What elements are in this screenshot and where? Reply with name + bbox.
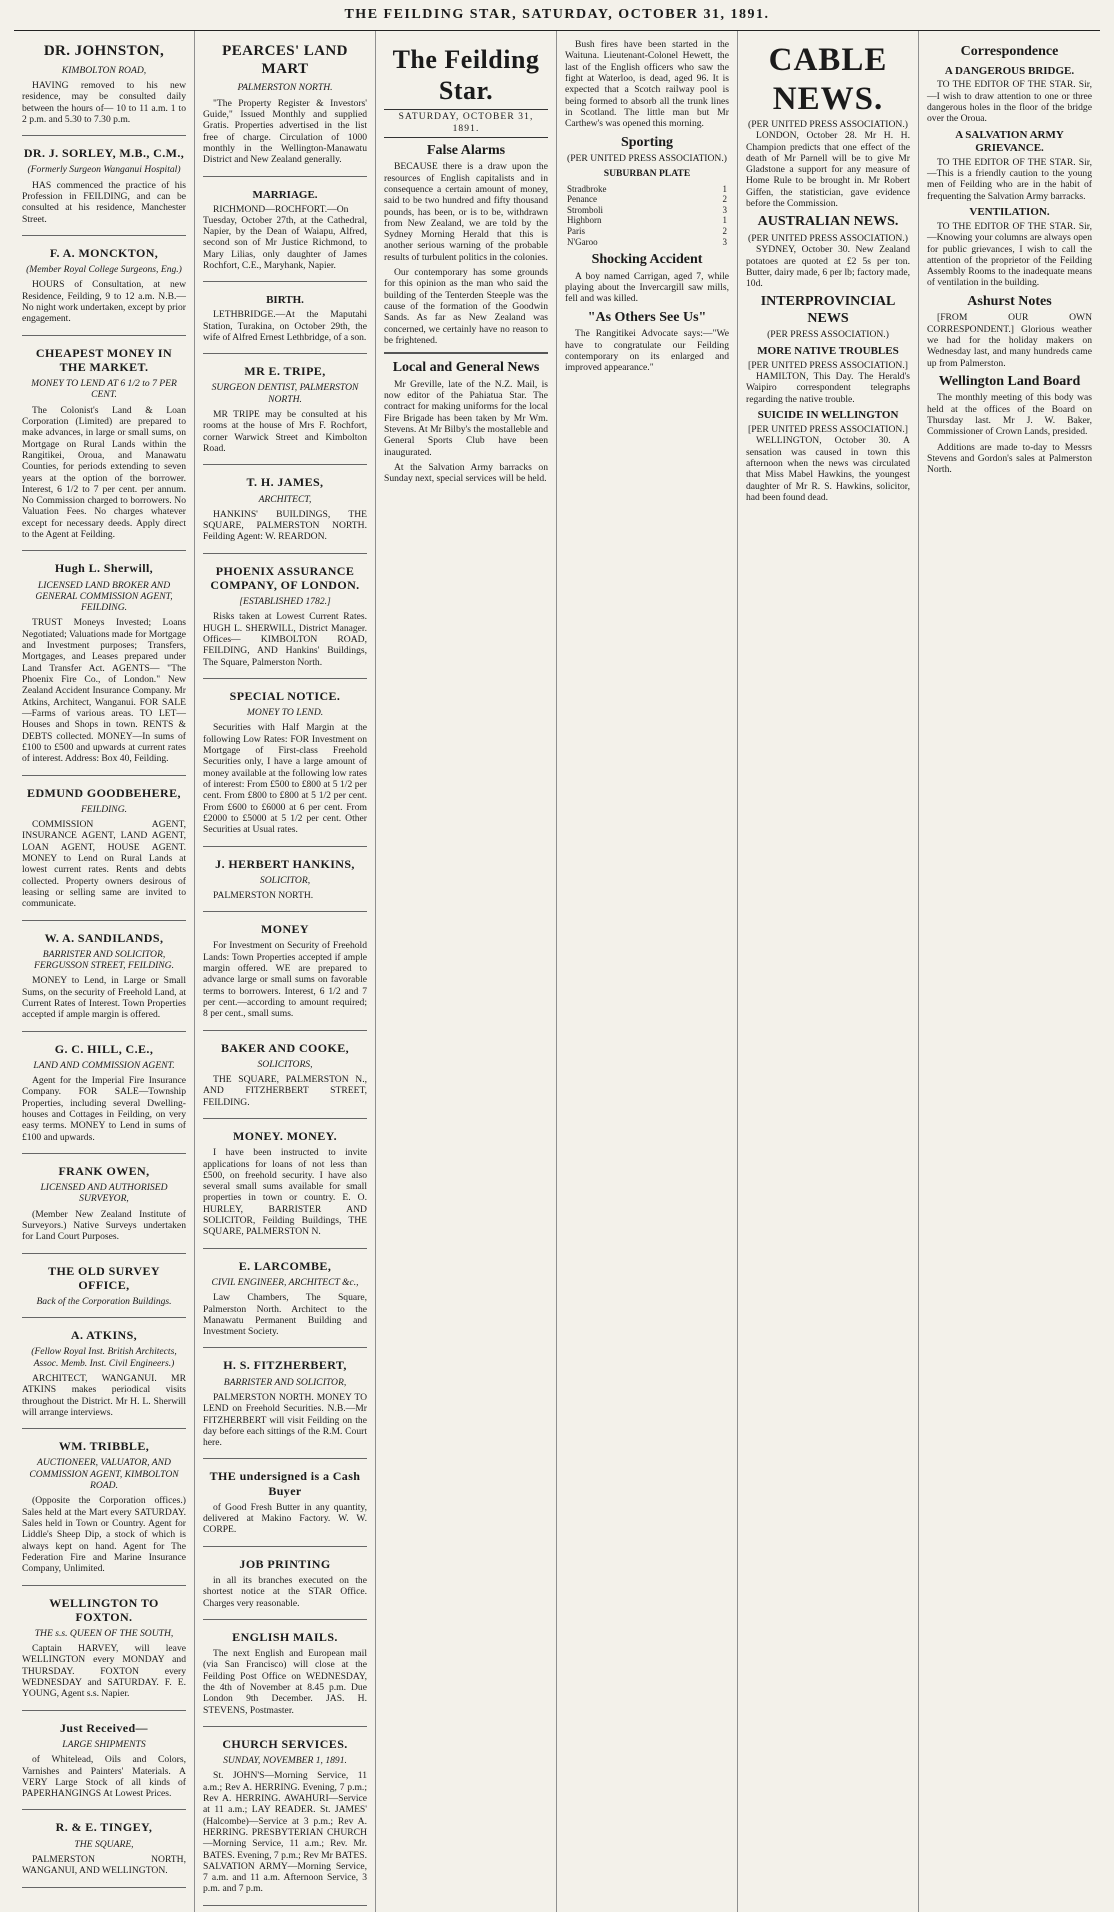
col2-card-title: H. S. FITZHERBERT, bbox=[223, 1358, 347, 1373]
col1-card-subtitle: (Fellow Royal Inst. British Architects, Assoc. Memb. Inst. Civil Engineers.) bbox=[31, 1346, 177, 1369]
small-notes-text: At the Salvation Army barracks on Sunday next, special services will be held. bbox=[384, 461, 548, 485]
col1-card-subtitle: LICENSED AND AUTHORISED SURVEYOR, bbox=[40, 1182, 168, 1205]
col1-card-text: COMMISSION AGENT, INSURANCE AGENT, LAND AGENT, LOAN AGENT, HOUSE AGENT. MONEY to Lend on Rural Lands at lowest current rates. Rents and debts collected. Property owners desirous of leasing or selling same are invited to communicate. bbox=[22, 819, 186, 910]
col2-card-title: MONEY bbox=[261, 922, 309, 937]
col2-card-0 bbox=[203, 39, 367, 177]
ashurst-text: [FROM OUR OWN CORRESPONDENT.] Glorious weather we had for the holiday makers on Wednesday last, and many hundreds came up from Palmerston. bbox=[927, 312, 1092, 369]
col1-card-13 bbox=[22, 1717, 186, 1811]
col2-card-1 bbox=[203, 360, 367, 465]
column-1 bbox=[14, 31, 195, 1912]
col1-card-14 bbox=[22, 1816, 186, 1887]
col2-card-title: J. HERBERT HANKINS, bbox=[215, 856, 355, 871]
australian-news-subheading: (PER UNITED PRESS ASSOCIATION.) bbox=[748, 232, 908, 244]
others-heading: "As Others See Us" bbox=[587, 309, 707, 325]
accident-heading: Shocking Accident bbox=[591, 252, 703, 268]
col1-card-title: R. & E. TINGEY, bbox=[55, 1820, 153, 1835]
sporting-heading: Sporting bbox=[620, 134, 674, 150]
results-horse: Paris bbox=[567, 226, 585, 237]
col2-card-title: JOB PRINTING bbox=[239, 1556, 331, 1571]
native-troubles-text: HAMILTON, This Day. The Herald's Waipiro correspondent telegraphs regarding the native trouble. bbox=[746, 371, 910, 405]
col1-card-subtitle: KIMBOLTON ROAD, bbox=[61, 64, 147, 76]
col1-card-subtitle: LARGE SHIPMENTS bbox=[62, 1738, 146, 1750]
col1-card-8 bbox=[22, 1160, 186, 1254]
col2-card-text: PALMERSTON NORTH. bbox=[213, 890, 314, 901]
ventilation-text: TO THE EDITOR OF THE STAR. Sir,—Knowing your columns are always open for public grievances, I wish to call the attention of the proprietor of the Feilding Assembly Rooms to the inadequate means of ventilation in the building. bbox=[927, 220, 1092, 289]
col2-card-text: For Investment on Security of Freehold Lands: Town Properties accepted if ample margin offered. WE are prepared to advance large or small sums on favorable terms to borrowers. Interest, 6 1/2 and 7 per cent.—according to amount required; 8 per cent., small sums. bbox=[203, 940, 367, 1020]
col2-card-3 bbox=[203, 560, 367, 679]
col1-card-text: HAS commenced the practice of his Profession in FEILDING, and can be consulted at his residence, Manchester Street. bbox=[22, 179, 186, 225]
col2-card-5 bbox=[203, 853, 367, 913]
col2-card-title: MONEY. MONEY. bbox=[233, 1129, 337, 1144]
land-board-heading: Wellington Land Board bbox=[938, 373, 1081, 389]
editorial-paragraph-2: Our contemporary has some grounds for this opinion as the man who said the building of the Tenterden Steeple was the cause of the formation of the Goodwin Sands. As far as New Zealand was concerned, we certainly have no reason to be frightened. bbox=[384, 267, 548, 346]
col2-card-subtitle: ARCHITECT, bbox=[258, 493, 312, 505]
col2-card-subtitle: SOLICITOR, bbox=[259, 874, 311, 886]
col1-card-5 bbox=[22, 782, 186, 921]
col2-card-title: PEARCES' LAND MART bbox=[222, 43, 348, 77]
paper-date: SATURDAY, OCTOBER 31, 1891. bbox=[384, 109, 548, 137]
column-2 bbox=[195, 31, 376, 1912]
others-text: The Rangitikei Advocate says:—"We have to congratulate our Feilding contemporary on its enlarged and improved appearance." bbox=[565, 328, 729, 374]
col1-card-title: WM. TRIBBLE, bbox=[58, 1439, 150, 1454]
col2-card-subtitle: BARRISTER AND SOLICITOR, bbox=[223, 1376, 347, 1388]
column-4 bbox=[557, 31, 738, 1912]
col2-card-title: ENGLISH MAILS. bbox=[232, 1629, 338, 1644]
col1-card-subtitle: THE SQUARE, bbox=[74, 1838, 134, 1850]
col2-card-title: E. LARCOMBE, bbox=[238, 1258, 332, 1273]
col2-card-title: SPECIAL NOTICE. bbox=[229, 688, 341, 703]
sporting-intro: (PER UNITED PRESS ASSOCIATION.) bbox=[567, 153, 727, 165]
results-place: 3 bbox=[722, 236, 727, 247]
bridge-text: TO THE EDITOR OF THE STAR. Sir,—I wish to draw attention to one or three dangerous holes in the floor of the bridge over the Oroua. bbox=[927, 79, 1092, 125]
col2-card-13 bbox=[203, 1626, 367, 1727]
col2-card-subtitle: CIVIL ENGINEER, ARCHITECT &c., bbox=[211, 1276, 359, 1288]
results-horse: Stradbroke bbox=[567, 183, 607, 194]
col2-card-text: MR TRIPE may be consulted at his rooms at the house of Mrs F. Rochfort, corner Warwick Street and Kimbolton Road. bbox=[203, 409, 367, 455]
col1-card-subtitle: LAND AND COMMISSION AGENT. bbox=[33, 1059, 175, 1071]
sporting-results-title: SUBURBAN PLATE bbox=[603, 168, 691, 180]
col1-card-10 bbox=[22, 1324, 186, 1429]
ventilation-heading: VENTILATION. bbox=[969, 205, 1050, 218]
col1-card-text: (Member New Zealand Institute of Surveyors.) Native Surveys undertaken for Land Court Purposes. bbox=[22, 1208, 186, 1243]
correspondence-heading: Correspondence bbox=[960, 44, 1059, 59]
col1-card-title: F. A. MONCKTON, bbox=[49, 245, 159, 260]
col1-card-title: G. C. HILL, C.E., bbox=[54, 1041, 154, 1056]
interprovincial-heading: INTERPROVINCIAL NEWS bbox=[760, 294, 896, 326]
col1-card-title: Hugh L. Sherwill, bbox=[54, 561, 154, 576]
col2-card-title: PHOENIX ASSURANCE COMPANY, OF LONDON. bbox=[210, 563, 360, 592]
masthead: THE FEILDING STAR, SATURDAY, OCTOBER 31, 1891. bbox=[14, 0, 1100, 31]
results-horse: Stromboli bbox=[567, 204, 604, 215]
salvation-text: TO THE EDITOR OF THE STAR. Sir,—This is a friendly caution to the young men of Feilding who are in the habit of frequenting the Salvation Army barracks. bbox=[927, 156, 1092, 202]
col1-card-text: HOURS of Consultation, at new Residence, Feilding, 9 to 12 a.m. N.B.—No night work undertaken, except by prior engagement. bbox=[22, 279, 186, 325]
col1-card-subtitle: BARRISTER AND SOLICITOR, FERGUSSON STREET, FEILDING. bbox=[34, 948, 174, 971]
col1-card-1 bbox=[22, 142, 186, 236]
australian-news-text: SYDNEY, October 30. New Zealand potatoes are quoted at £2 5s per ton. Butter, dairy made, 6 per lb; factory made, 10d. bbox=[746, 244, 910, 290]
col1-card-title: EDMUND GOODBEHERE, bbox=[27, 785, 181, 800]
col2-card-text: Law Chambers, The Square, Palmerston North. Architect to the Manawatu Permanent Building and Investment Society. bbox=[203, 1292, 367, 1338]
suicide-text: WELLINGTON, October 30. A sensation was caused in town this afternoon when the news was circulated that Miss Mabel Hawkins, the youngest daughter of Mr R. S. Hawkins, solicitor, had been found dead. bbox=[746, 435, 910, 503]
editorial-paragraph-1: BECAUSE there is a draw upon the resources of English capitalists and in consequence a certain amount of money, said to be two hundred and fifty thousand pounds, has been, or is to be, withdrawn from New Zealand, we are told by the Sydney Morning Herald that this is another serious warning of the probable results of turbulent politics in the colonies. bbox=[384, 161, 548, 263]
results-horse: Highborn bbox=[567, 215, 602, 226]
col1-card-3 bbox=[22, 342, 186, 552]
col1-card-subtitle: AUCTIONEER, VALUATOR, AND COMMISSION AGENT, KIMBOLTON ROAD. bbox=[29, 1457, 179, 1492]
cable-news-subheading: (PER UNITED PRESS ASSOCIATION.) bbox=[748, 118, 908, 130]
editorial-heading: False Alarms bbox=[426, 142, 506, 158]
results-horse: Penance bbox=[567, 194, 597, 205]
col1-card-4 bbox=[22, 557, 186, 775]
cable-news-heading: CABLE NEWS. bbox=[768, 42, 888, 117]
col1-card-text: of Whitelead, Oils and Colors, Varnishes and Painters' Materials. A VERY Large Stock of all kinds of PAPERHANGINGS At Lowest Prices. bbox=[22, 1754, 186, 1800]
col1-card-7 bbox=[22, 1038, 186, 1154]
birth-text: LETHBRIDGE.—At the Maputahi Station, Turakina, on October 29th, the wife of Alfred Ernest Lethbridge, of a son. bbox=[203, 309, 367, 343]
col2-card-2 bbox=[203, 471, 367, 553]
col2-card-6 bbox=[203, 918, 367, 1030]
native-troubles-subheading: [PER UNITED PRESS ASSOCIATION.] bbox=[748, 359, 908, 371]
col1-card-title: W. A. SANDILANDS, bbox=[44, 930, 164, 945]
col2-card-subtitle: [ESTABLISHED 1782.] bbox=[239, 596, 331, 608]
column-4-body: Bush fires have been started in the Waituna. Lieutenant-Colonel Hewett, the last of the English officers who saw the fight at Waterloo, is dead, aged 96. It is expected that a Scotch railway pool is being formed to absorb all the trunk lines in Scotland. The little man but Mr Carthew's was opened this morning. bbox=[565, 39, 729, 130]
col1-card-9 bbox=[22, 1260, 186, 1319]
results-place: 1 bbox=[722, 215, 727, 226]
suicide-subheading: [PER UNITED PRESS ASSOCIATION.] bbox=[748, 423, 908, 435]
results-place: 1 bbox=[722, 183, 727, 194]
col1-card-subtitle: THE s.s. QUEEN OF THE SOUTH, bbox=[34, 1627, 174, 1639]
col1-card-text: PALMERSTON NORTH, WANGANUI, AND WELLINGTON. bbox=[22, 1853, 186, 1877]
column-3 bbox=[376, 31, 557, 1912]
results-row bbox=[565, 184, 729, 195]
col1-card-11 bbox=[22, 1435, 186, 1585]
local-news-heading: Local and General News bbox=[392, 360, 540, 376]
col1-card-subtitle: (Member Royal College Surgeons, Eng.) bbox=[26, 264, 182, 276]
col1-card-title: DR. JOHNSTON, bbox=[43, 43, 165, 59]
col2-card-text: PALMERSTON NORTH. MONEY TO LEND on Freehold Securities. N.B.—Mr FITZHERBERT will visit Feilding on the day before each sittings of the R.M. Court here. bbox=[203, 1391, 367, 1449]
ashurst-heading: Ashurst Notes bbox=[967, 293, 1052, 309]
birth-notice bbox=[203, 288, 367, 354]
sporting-results-table bbox=[565, 184, 729, 248]
col2-card-text: of Good Fresh Butter in any quantity, delivered at Makino Factory. W. W. CORPE. bbox=[203, 1501, 367, 1536]
australian-news-heading: AUSTRALIAN NEWS. bbox=[757, 214, 899, 230]
col2-card-4 bbox=[203, 685, 367, 847]
col1-card-subtitle: MONEY TO LEND AT 6 1/2 to 7 PER CENT. bbox=[31, 378, 177, 401]
col2-card-subtitle: SOLICITORS, bbox=[257, 1058, 313, 1070]
col1-card-2 bbox=[22, 242, 186, 336]
results-horse: N'Garoo bbox=[567, 236, 598, 247]
col1-card-text: Agent for the Imperial Fire Insurance Company. FOR SALE—Township Properties, including several Dwelling-houses and Cottages in Feilding, on very easy terms. MONEY to Lend in sums of £100 and upwards. bbox=[22, 1075, 186, 1143]
col1-card-text: ARCHITECT, WANGANUI. MR ATKINS makes periodical visits throughout the District. Mr H. L. Sherwill will arrange interviews. bbox=[22, 1373, 186, 1418]
notice-text: Additions are made to-day to Messrs Stevens and Gordon's sales at Palmerston North. bbox=[927, 441, 1092, 476]
col1-card-subtitle: Back of the Corporation Buildings. bbox=[36, 1295, 172, 1307]
col1-card-text: Captain HARVEY, will leave WELLINGTON every MONDAY and THURSDAY. FOXTON every WEDNESDAY and SATURDAY. F. E. YOUNG, Agent s.s. Napier. bbox=[22, 1643, 186, 1700]
col1-card-0 bbox=[22, 39, 186, 136]
col2-card-text: St. JOHN'S—Morning Service, 11 a.m.; Rev A. HERRING. Evening, 7 p.m.; Rev A. HERRING. AWAHURI—Service at 11 a.m.; LAY READER. St. JAMES' (Halcombe)—Service at 3 p.m.; Rev A. HERRING. PRESBYTERIAN CHURCH—Morning Service, 11 a.m.; Rev. Mr. BATES. Evening, 7 p.m.; Rev Mr BATES. SALVATION ARMY—Morning Service, 7 a.m. and 11 a.m. Afternoon Service, 3 p.m. and 7 p.m. bbox=[203, 1770, 367, 1895]
col2-card-7 bbox=[203, 1037, 367, 1119]
results-row bbox=[565, 226, 729, 237]
col2-card-11 bbox=[203, 1465, 367, 1546]
paper-title: The Feilding Star. bbox=[392, 45, 540, 105]
col1-card-text: The Colonist's Land & Loan Corporation (Limited) are prepared to make advances, in large or small sums, on Mortgage on Rural Lands within the Rangitikei, Oroua, and Manawatu Counties, for periods extending to seven years at the option of the borrower. Interest, 6 1/2 to 7 per cent. per annum. No Commission charged to borrowers. No Valuation Fees. No charges whatever except for necessary deeds. Apply direct to the Agent at Feilding. bbox=[22, 404, 186, 541]
col2-card-text: THE SQUARE, PALMERSTON N., AND FITZHERBERT STREET, FEILDING. bbox=[203, 1074, 367, 1108]
col2-card-text: I have been instructed to invite applications for loans of not less than £500, on freehold security. I have also several small sums available for small properties in town or country. E. O. HURLEY, BARRISTER AND SOLICITOR, Feilding Buildings, THE SQUARE, PALMERSTON N. bbox=[203, 1147, 367, 1238]
col1-card-title: DR. J. SORLEY, M.B., C.M., bbox=[23, 146, 185, 161]
results-place: 3 bbox=[722, 204, 727, 215]
results-row bbox=[565, 205, 729, 216]
col1-card-text: MONEY to Lend, in Large or Small Sums, on the security of Freehold Land, at Current Rates of Interest. Town Properties accepted if ample margin is offered. bbox=[22, 975, 186, 1021]
interprovincial-subheading: (PER PRESS ASSOCIATION.) bbox=[767, 329, 889, 341]
results-place: 2 bbox=[722, 194, 727, 205]
col2-card-subtitle: MONEY TO LEND. bbox=[246, 707, 324, 719]
col2-card-8 bbox=[203, 1125, 367, 1249]
col1-card-subtitle: FEILDING. bbox=[80, 803, 128, 815]
col1-card-text: TRUST Moneys Invested; Loans Negotiated; Valuations made for Mortgage and Investment purposes; Transfers, Mortgages, and Leases prepared under Land Transfer Act. AGENTS— "The Phoenix Fire Co., of London." New Zealand Accident Insurance Company. Mr Atkins, Architect, Wanganui. FOR SALE—Farms of various areas. TO LET—Houses and Shops in town. RENTS & DEBTS collected. MONEY—In sums of £100 to £500 and upwards at current rates of interest. Address: Box 40, Feilding. bbox=[22, 617, 186, 765]
col2-card-subtitle: SUNDAY, NOVEMBER 1, 1891. bbox=[223, 1755, 347, 1766]
bridge-heading: A DANGEROUS BRIDGE. bbox=[944, 64, 1075, 77]
results-row bbox=[565, 237, 729, 248]
col1-card-text: (Opposite the Corporation offices.) Sales held at the Mart every SATURDAY. Sales held in Town or Country. Agent for Liddle's Sheep Dip, a stock of which is always kept on hand. Agent for The Federation Fire and Marine Insurance Company, Unlimited. bbox=[22, 1495, 186, 1575]
col2-card-12 bbox=[203, 1553, 367, 1620]
col1-card-subtitle: LICENSED LAND BROKER AND GENERAL COMMISSION AGENT, FEILDING. bbox=[35, 579, 173, 614]
salvation-heading: A SALVATION ARMY GRIEVANCE. bbox=[955, 128, 1064, 154]
birth-heading: BIRTH. bbox=[266, 294, 304, 307]
col2-card-title: BAKER AND COOKE, bbox=[220, 1040, 350, 1055]
col2-card-title: MR E. TRIPE, bbox=[244, 364, 326, 379]
col2-card-14 bbox=[203, 1733, 367, 1906]
col2-card-9 bbox=[203, 1255, 367, 1349]
column-6 bbox=[919, 31, 1100, 1912]
col1-card-title: FRANK OWEN, bbox=[58, 1163, 150, 1178]
local-news-text: Mr Greville, late of the N.Z. Mail, is now editor of the Pahiatua Star. The contract for making uniforms for the local Fire Brigade has been taken by Mr Wm. Stevens. At Mr Bilby's the mostalleble and General Sports Club have been inaugurated. bbox=[384, 378, 549, 458]
col1-card-title: A. ATKINS, bbox=[70, 1328, 138, 1343]
col2-card-text: in all its branches executed on the shortest notice at the STAR Office. Charges very reasonable. bbox=[203, 1574, 367, 1609]
col2-card-subtitle: PALMERSTON NORTH. bbox=[237, 82, 333, 94]
col2-card-text: Risks taken at Lowest Current Rates. HUGH L. SHERWILL, District Manager. Offices— KIMBOLTON ROAD, FEILDING, AND Hankins' Buildings, The Square, Palmerston North. bbox=[203, 611, 367, 668]
col2-card-text: Securities with Half Margin at the following Low Rates: FOR Investment on Mortgage of First-class Freehold Securities only, I have a large amount of money available at the following low rates of interest: From £500 to £800 at 5 1/2 per cent. From £800 to £800 at 5 1/2 per cent. From £600 to £6000 at 6 per cent. From £2000 to £5000 at 5 1/2 per cent. Other Securities at Usual rates. bbox=[203, 722, 367, 836]
col2-card-title: T. H. JAMES, bbox=[246, 475, 324, 490]
col2-card-subtitle: SURGEON DENTIST, PALMERSTON NORTH. bbox=[211, 382, 359, 405]
col1-card-6 bbox=[22, 927, 186, 1032]
column-3-rule bbox=[384, 352, 548, 354]
col1-card-subtitle: (Formerly Surgeon Wanganui Hospital) bbox=[27, 164, 181, 176]
marriage-notice bbox=[203, 183, 367, 283]
col1-card-title: THE OLD SURVEY OFFICE, bbox=[48, 1263, 160, 1292]
results-row bbox=[565, 215, 729, 226]
col2-card-text: The next English and European mail (via San Francisco) will close at the Feilding Post Office on WEDNESDAY, the 4th of November at 8.45 p.m. Due London 9th December. JAS. H. STEVENS, Postmaster. bbox=[203, 1647, 367, 1716]
results-row bbox=[565, 194, 729, 205]
land-board-text: The monthly meeting of this body was held at the offices of the Board on Thursday last. Mr J. W. Baker, Commissioner of Crown Lands, presided. bbox=[927, 392, 1092, 438]
marriage-text: RICHMOND—ROCHFORT.—On Tuesday, October 27th, at the Cathedral, Napier, by the Dean of Waiapu, Alfred, second son of Mr Justice Richmond, to Mary Lilias, only daughter of James Rochfort, C.E., Maryhank, Napier. bbox=[203, 203, 367, 272]
results-place: 2 bbox=[722, 226, 727, 237]
col1-card-text: HAVING removed to his new residence, may be consulted daily between the hours of— 10 to 11 a.m. 1 to 2 p.m. and 5.30 to 7.30 p.m. bbox=[22, 80, 186, 125]
suicide-heading: SUICIDE IN WELLINGTON bbox=[757, 409, 899, 422]
col1-card-title: CHEAPEST MONEY IN THE MARKET. bbox=[35, 345, 173, 374]
newspaper-columns bbox=[14, 31, 1100, 1895]
col2-card-10 bbox=[203, 1354, 367, 1459]
accident-text: A boy named Carrigan, aged 7, while playing about the Invercargill saw mills, fell and was killed. bbox=[565, 270, 729, 305]
column-5 bbox=[738, 31, 919, 1912]
col2-card-text: "The Property Register & Investors' Guide," Issued Monthly and supplied Gratis. Properties advertised in the list free of charge. Circulation of 1000 monthly in the Wellington-Manawatu District and New Zealand generally. bbox=[203, 97, 367, 166]
cable-news-text: LONDON, October 28. Mr H. H. Champion predicts that one effect of the death of Mr Parnell will be to give Mr Gladstone a support for any measure of Home Rule to be brought in. Mr Robert Giffen, the statistician, gave evidence before the Commission. bbox=[746, 130, 910, 210]
col1-card-title: Just Received— bbox=[60, 1720, 148, 1735]
col2-card-text: HANKINS' BUILDINGS, THE SQUARE, PALMERSTON NORTH. Feilding Agent: W. REARDON. bbox=[203, 508, 367, 543]
col2-card-title: THE undersigned is a Cash Buyer bbox=[209, 1469, 361, 1498]
col2-card-title: CHURCH SERVICES. bbox=[222, 1736, 348, 1751]
col1-card-12 bbox=[22, 1592, 186, 1711]
col1-card-title: WELLINGTON TO FOXTON. bbox=[49, 1595, 159, 1624]
marriage-heading: MARRIAGE. bbox=[252, 188, 318, 201]
native-troubles-heading: MORE NATIVE TROUBLES bbox=[757, 344, 899, 357]
